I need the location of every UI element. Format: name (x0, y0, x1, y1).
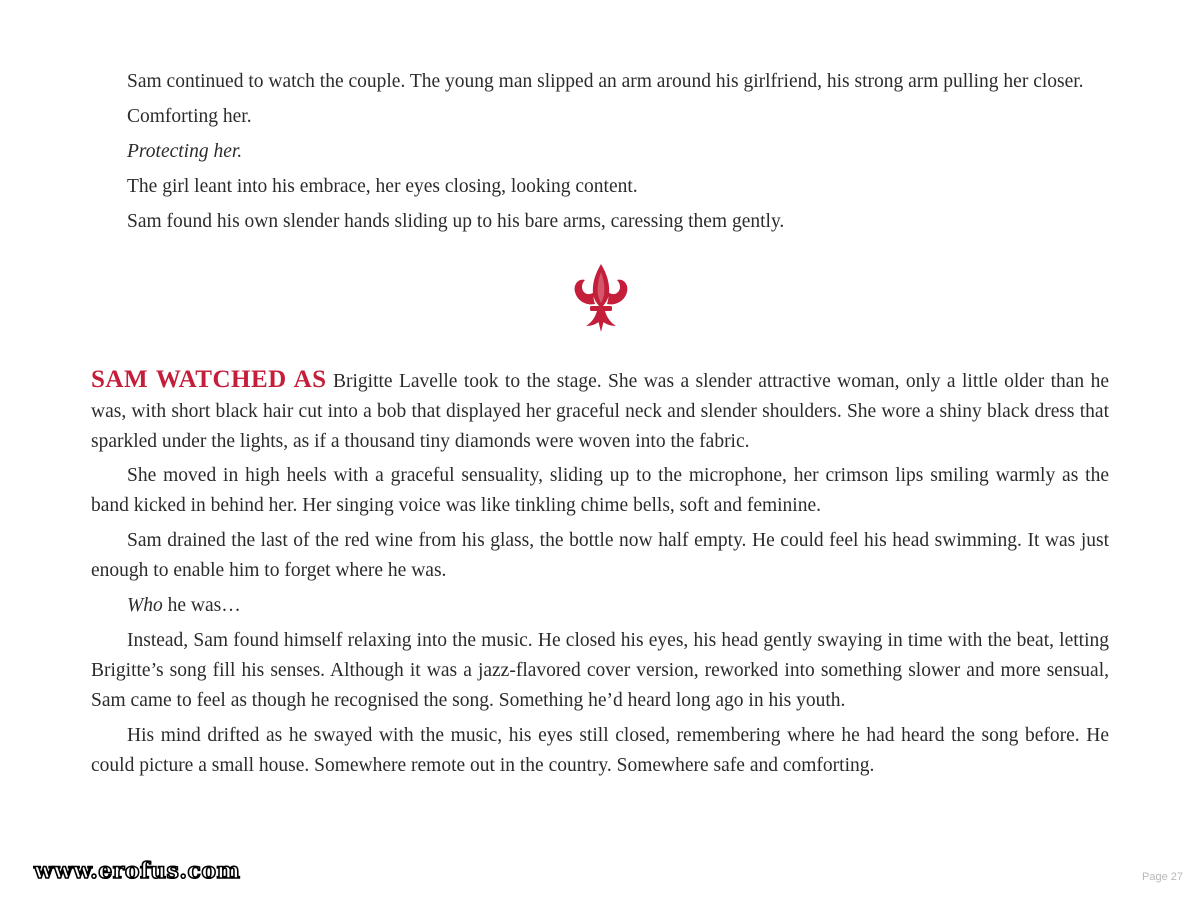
italic-text: Protecting her. (127, 141, 243, 162)
watermark: www.erofus.com (34, 858, 241, 884)
paragraph-text: he was… (162, 595, 241, 616)
paragraph: Sam drained the last of the red wine from his glass, the bottle now half empty. He could feel his head swimming. It was just enough to enable him to forget where he was. (91, 530, 1109, 581)
paragraph-text: Brigitte Lavelle took to the stage. She was a slender attractive woman, only a little older than he was, with short black hair cut into a bob that displayed her graceful neck and slender shoulders. She wore a shiny black dress that sparkled under the lights, as if a thousand tiny diamonds were woven into the fabric. (91, 371, 1109, 452)
paragraph: Instead, Sam found himself relaxing into the music. He closed his eyes, his head gently swaying in time with the beat, letting Brigitte’s song fill his senses. Although it was a jazz-flavored cover version, reworked into something slower and more sensual, Sam came to feel as though he recognised the song. Something he’d heard long ago in his youth. (91, 630, 1109, 711)
paragraph (91, 137, 1109, 167)
paragraph: The girl leant into his embrace, her eyes closing, looking content. (127, 176, 638, 197)
paragraph: Sam found his own slender hands sliding up to his bare arms, caressing them gently. (127, 211, 785, 232)
fleur-de-lis-icon (571, 262, 631, 334)
paragraph: Sam continued to watch the couple. The young man slipped an arm around his girlfriend, his strong arm pulling her closer. (127, 71, 1084, 92)
paragraph: Comforting her. (127, 106, 252, 127)
chapter-lead-in: SAM WATCHED AS (91, 366, 327, 393)
page-number: Page 27 (1142, 871, 1183, 883)
paragraph (91, 591, 1109, 621)
italic-text: Who (127, 595, 163, 616)
paragraph (91, 365, 1109, 457)
paragraph: She moved in high heels with a graceful sensuality, sliding up to the microphone, her crimson lips smiling warmly as the band kicked in behind her. Her singing voice was like tinkling chime bells, soft and feminine. (91, 465, 1109, 516)
paragraph: His mind drifted as he swayed with the music, his eyes still closed, remembering where he had heard the song before. He could picture a small house. Somewhere remote out in the country. Somewhere safe and comforting. (91, 725, 1109, 776)
